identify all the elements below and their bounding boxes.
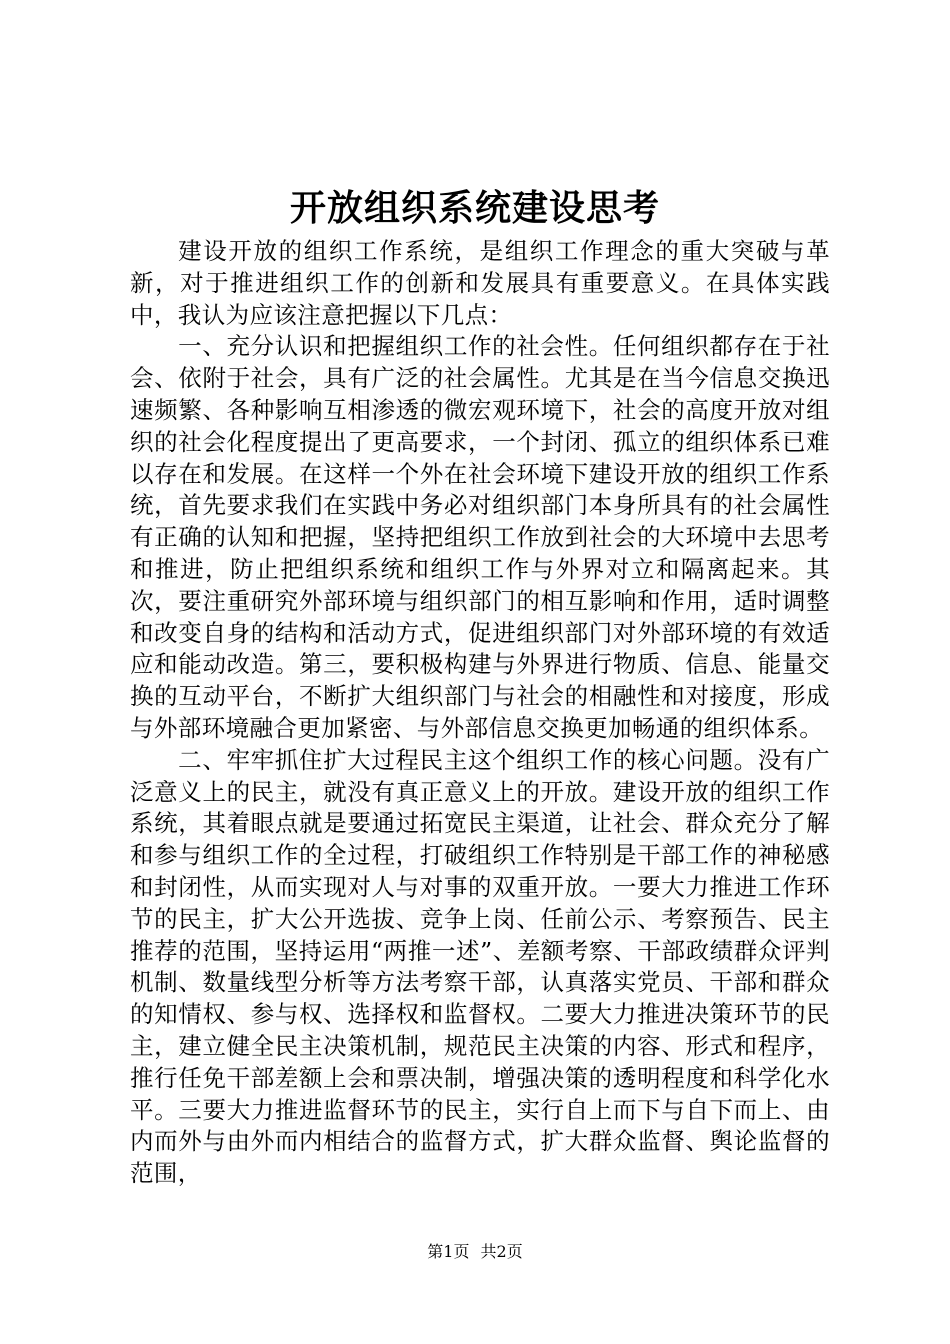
paragraph-intro: 建设开放的组织工作系统，是组织工作理念的重大突破与革新，对于推进组织工作的创新和发展具有重要意义。在具体实践中，我认为应该注意把握以下几点： [130,237,830,329]
document-body [130,236,830,1190]
page-footer [0,1240,950,1264]
page-number-total: 共2页 [480,1242,523,1261]
paragraph-section-one: 一、充分认识和把握组织工作的社会性。任何组织都存在于社会、依附于社会，具有广泛的社会属性。尤其是在当今信息交换迅速频繁、各种影响互相渗透的微宏观环境下，社会的高度开放对组织的社会化程度提出了更高要求，一个封闭、孤立的组织体系已难以存在和发展。在这样一个外在社会环境下建设开放的组织工作系统，首先要求我们在实践中务必对组织部门本身所具有的社会属性有正确的认知和把握，坚持把组织工作放到社会的大环境中去思考和推进，防止把组织系统和组织工作与外界对立和隔离起来。其次，要注重研究外部环境与组织部门的相互影响和作用，适时调整和改变自身的结构和活动方式，促进组织部门对外部环境的有效适应和能动改造。第三，要积极构建与外界进行物质、信息、能量交换的互动平台，不断扩大组织部门与社会的相融性和对接度，形成与外部环境融合更加紧密、与外部信息交换更加畅通的组织体系。 [130,332,830,742]
paragraph-section-two: 二、牢牢抓住扩大过程民主这个组织工作的核心问题。没有广泛意义上的民主，就没有真正意义上的开放。建设开放的组织工作系统，其着眼点就是要通过拓宽民主渠道，让社会、群众充分了解和参与组织工作的全过程，打破组织工作特别是干部工作的神秘感和封闭性，从而实现对人与对事的双重开放。一要大力推进工作环节的民主，扩大公开选拔、竞争上岗、任前公示、考察预告、民主推荐的范围，坚持运用“两推一述”、差额考察、干部政绩群众评判机制、数量线型分析等方法考察干部，认真落实党员、干部和群众的知情权、参与权、选择权和监督权。二要大力推进决策环节的民主，建立健全民主决策机制，规范民主决策的内容、形式和程序，推行任免干部差额上会和票决制，增强决策的透明程度和科学化水平。三要大力推进监督环节的民主，实行自上而下与自下而上、由内而外与由外而内相结合的监督方式，扩大群众监督、舆论监督的范围， [130,745,830,1188]
document-title: 开放组织系统建设思考 [289,187,660,229]
page-number-current: 第1页 [427,1242,470,1261]
